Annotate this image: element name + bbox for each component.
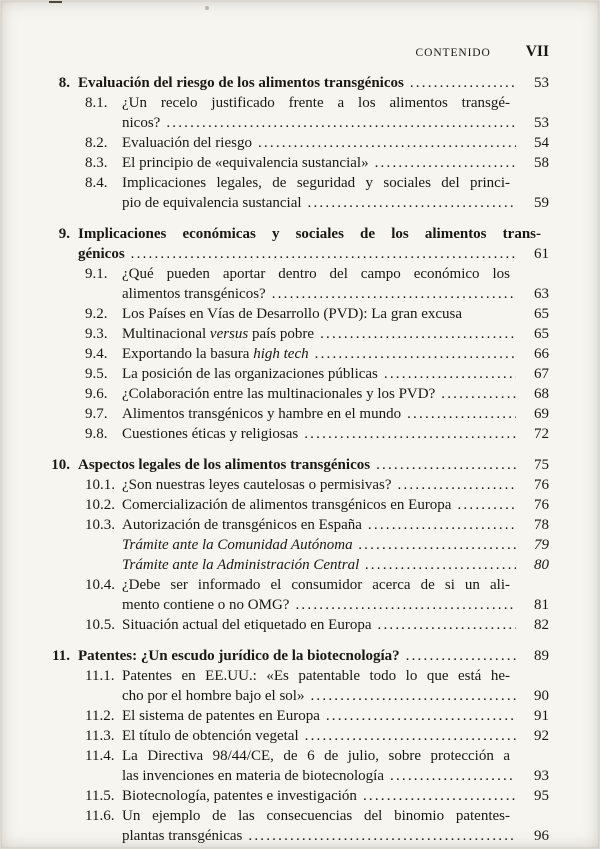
toc-entry-page: 58 <box>534 155 549 171</box>
toc-row-cont <box>48 193 549 213</box>
toc-text-segment: las invenciones en materia de biotecnología <box>122 768 384 784</box>
dot-leader <box>398 475 516 495</box>
scan-artifact <box>205 6 209 10</box>
toc-entry-number: 8.3. <box>85 155 108 171</box>
toc-entry-number: 8.2. <box>85 135 108 151</box>
toc-entry-number: 9.8. <box>85 426 108 442</box>
toc-entry-number: 9. <box>58 226 70 242</box>
toc-row-cont <box>48 113 549 133</box>
dot-leader <box>375 153 516 173</box>
toc-text-segment: Los Países en Vías de Desarrollo (PVD): La gran excusa <box>122 306 463 322</box>
toc-entry-page: 67 <box>534 366 549 382</box>
toc-row-9-1 <box>48 264 549 284</box>
toc-entry-page: 93 <box>534 768 549 784</box>
toc-entry-text <box>122 475 392 495</box>
toc-entry-number: 10. <box>51 457 70 473</box>
toc-entry-page: 65 <box>534 306 549 322</box>
toc-text-segment: versus <box>209 326 249 342</box>
toc-section <box>48 73 549 213</box>
toc-entry-number: 10.3. <box>85 517 115 533</box>
toc-row-10 <box>48 455 549 475</box>
dot-leader <box>390 766 516 786</box>
toc-entry-text <box>122 384 435 404</box>
dot-leader <box>315 344 516 364</box>
toc-text-segment: génicos <box>78 246 125 262</box>
toc-row-cont <box>48 686 549 706</box>
toc-entry-number: 9.4. <box>85 346 108 362</box>
toc-row-9 <box>48 224 549 244</box>
toc-text-segment: Comercialización de alimentos transgénicos en Europa <box>122 497 452 513</box>
dot-leader <box>248 826 516 846</box>
toc-entry-number: 9.7. <box>85 406 108 422</box>
toc-entry-number: 8.1. <box>85 95 108 111</box>
toc-entry-text <box>122 595 289 615</box>
toc-row-8-2 <box>48 133 549 153</box>
toc-text-segment: cho por el hombre bajo el sol» <box>122 688 305 704</box>
toc-entry-text <box>122 193 302 213</box>
toc-text-segment: Evaluación del riesgo <box>122 135 252 151</box>
toc-row-11-3 <box>48 726 549 746</box>
toc-text-segment: El sistema de patentes en Europa <box>122 708 320 724</box>
toc-row-sub-italic <box>48 535 549 555</box>
dot-leader <box>365 555 516 575</box>
toc-row-9-8 <box>48 424 549 444</box>
toc-entry-text <box>122 746 510 766</box>
toc-entry-page: 69 <box>534 406 549 422</box>
toc-entry-text <box>122 615 372 635</box>
dot-leader <box>368 515 516 535</box>
folio-page-number: VII <box>525 43 549 60</box>
toc-text-segment: Trámite ante la Comunidad Autónoma <box>122 537 353 553</box>
toc-text-segment: ¿Debe ser informado el consumidor acerca de si un ali- <box>122 577 510 593</box>
toc-text-segment: Multinacional <box>122 326 210 342</box>
toc-entry-text <box>78 244 125 264</box>
toc-entry-text <box>122 93 510 113</box>
dot-leader <box>326 706 516 726</box>
dot-leader <box>363 786 516 806</box>
toc-text-segment: Patentes: ¿Un escudo jurídico de la biotecnología? <box>78 648 400 664</box>
toc-entry-number: 9.1. <box>85 266 108 282</box>
toc-entry-page: 61 <box>534 246 549 262</box>
toc-entry-page: 76 <box>534 477 549 493</box>
dot-leader <box>378 615 517 635</box>
toc-row-8-3 <box>48 153 549 173</box>
toc-entry-page: 59 <box>534 195 549 211</box>
toc-entry-number: 8. <box>58 75 70 91</box>
toc-text-segment: ¿Qué pueden aportar dentro del campo económico los <box>122 266 510 282</box>
scan-artifact <box>49 0 62 3</box>
dot-leader <box>384 364 516 384</box>
toc-text-segment: Autorización de transgénicos en España <box>122 517 362 533</box>
toc-text-segment: plantas transgénicas <box>122 828 243 844</box>
toc-entry-page: 92 <box>534 728 549 744</box>
toc-text-segment: ¿Son nuestras leyes cautelosas o permisivas? <box>122 477 392 493</box>
toc-entry-number: 11.2. <box>85 708 115 724</box>
toc-entry-text <box>122 806 510 826</box>
toc-text-segment: Implicaciones legales, de seguridad y sociales del princi- <box>122 175 510 191</box>
toc-entry-page: 89 <box>534 648 549 664</box>
toc-text-segment: pio de equivalencia sustancial <box>122 195 302 211</box>
dot-leader <box>310 686 516 706</box>
toc-entry-text <box>122 495 451 515</box>
page-header <box>48 42 549 63</box>
toc-text-segment: ¿Un recelo justificado frente a los alimentos transgé- <box>122 95 510 111</box>
toc-entry-number: 11.5. <box>85 788 115 804</box>
toc-row-8 <box>48 73 549 93</box>
toc-entry-text <box>122 766 384 786</box>
dot-leader <box>406 646 516 666</box>
toc-entry-text <box>122 786 357 806</box>
toc-entry-text <box>122 706 320 726</box>
toc-text-segment: Cuestiones éticas y religiosas <box>122 426 299 442</box>
toc-text-segment: Evaluación del riesgo de los alimentos transgénicos <box>78 75 404 91</box>
toc-entry-number: 10.4. <box>85 577 115 593</box>
toc-text-segment: alimentos transgénicos? <box>122 286 266 302</box>
toc <box>48 73 549 846</box>
toc-entry-number: 9.6. <box>85 386 108 402</box>
toc-entry-page: 90 <box>534 688 549 704</box>
toc-row-9-7 <box>48 404 549 424</box>
toc-entry-text <box>122 113 160 133</box>
toc-entry-page: 68 <box>534 386 549 402</box>
toc-section <box>48 455 549 635</box>
toc-text-segment: Biotecnología, patentes e investigación <box>122 788 357 804</box>
toc-row-chapter-cont <box>48 244 549 264</box>
toc-entry-text <box>122 264 510 284</box>
toc-entry-text <box>122 424 298 444</box>
toc-row-11-1 <box>48 666 549 686</box>
toc-entry-page: 54 <box>534 135 549 151</box>
toc-entry-text <box>122 153 369 173</box>
toc-entry-text <box>78 455 370 475</box>
toc-row-8-4 <box>48 173 549 193</box>
toc-entry-text <box>122 364 378 384</box>
toc-entry-page: 96 <box>534 828 549 844</box>
toc-entry-text <box>78 73 404 93</box>
toc-row-10-2 <box>48 495 549 515</box>
toc-row-9-2 <box>48 304 549 324</box>
dot-leader <box>407 404 516 424</box>
toc-entry-page: 72 <box>534 426 549 442</box>
dot-leader <box>320 324 516 344</box>
dot-leader <box>376 455 516 475</box>
dot-leader <box>457 495 516 515</box>
toc-entry-number: 11. <box>52 648 70 664</box>
toc-entry-text <box>122 324 314 344</box>
toc-entry-number: 10.2. <box>85 497 115 513</box>
toc-row-cont <box>48 826 549 846</box>
toc-entry-number: 11.6. <box>85 808 115 824</box>
toc-row-9-4 <box>48 344 549 364</box>
toc-entry-page: 78 <box>534 517 549 533</box>
toc-row-cont <box>48 766 549 786</box>
toc-row-10-5 <box>48 615 549 635</box>
toc-row-11-2 <box>48 706 549 726</box>
toc-row-cont <box>48 284 549 304</box>
toc-text-segment: ¿Colaboración entre las multinacionales y los PVD? <box>122 386 436 402</box>
toc-entry-text <box>122 555 359 575</box>
toc-entry-number: 10.1. <box>85 477 115 493</box>
toc-entry-text <box>122 304 462 324</box>
toc-entry-text <box>122 686 304 706</box>
toc-entry-text <box>78 224 541 244</box>
toc-entry-text <box>122 515 362 535</box>
toc-text-segment: mento contiene o no OMG? <box>122 597 290 613</box>
toc-section <box>48 646 549 846</box>
toc-entry-number: 9.2. <box>85 306 108 322</box>
toc-entry-text <box>122 726 299 746</box>
dot-leader <box>295 595 516 615</box>
toc-entry-page: 66 <box>534 346 549 362</box>
toc-entry-text <box>122 404 401 424</box>
running-title: CONTENIDO <box>415 47 491 59</box>
toc-row-9-3 <box>48 324 549 344</box>
toc-row-10-4 <box>48 575 549 595</box>
toc-text-segment: Aspectos legales de los alimentos transgénicos <box>78 457 371 473</box>
toc-entry-number: 10.5. <box>85 617 115 633</box>
toc-text-segment: nicos? <box>122 115 161 131</box>
toc-entry-page: 76 <box>534 497 549 513</box>
toc-entry-number: 11.3. <box>85 728 115 744</box>
toc-entry-page: 53 <box>534 75 549 91</box>
dot-leader <box>304 424 516 444</box>
toc-text-segment: El título de obtención vegetal <box>122 728 299 744</box>
toc-row-10-3 <box>48 515 549 535</box>
toc-text-segment: Exportando la basura <box>122 346 254 362</box>
dot-leader <box>166 113 516 133</box>
dot-leader <box>272 284 516 304</box>
toc-entry-number: 9.3. <box>85 326 108 342</box>
toc-entry-page: 53 <box>534 115 549 131</box>
toc-text-segment: El principio de «equivalencia sustancial» <box>122 155 369 171</box>
toc-text-segment: high tech <box>253 346 309 362</box>
toc-text-segment: Implicaciones económicas y sociales de los alimentos trans- <box>78 226 541 242</box>
toc-entry-page: 95 <box>534 788 549 804</box>
dot-leader <box>308 193 516 213</box>
dot-leader <box>359 535 516 555</box>
toc-entry-page: 79 <box>534 537 549 553</box>
toc-entry-page: 63 <box>534 286 549 302</box>
toc-text-segment: Situación actual del etiquetado en Europa <box>122 617 372 633</box>
toc-row-sub-italic <box>48 555 549 575</box>
toc-entry-text <box>122 173 510 193</box>
toc-entry-text <box>122 133 252 153</box>
toc-entry-text <box>122 575 510 595</box>
dot-leader <box>131 244 516 264</box>
dot-leader <box>258 133 516 153</box>
toc-row-8-1 <box>48 93 549 113</box>
toc-entry-number: 8.4. <box>85 175 108 191</box>
toc-entry-page: 75 <box>534 457 549 473</box>
toc-entry-page: 81 <box>534 597 549 613</box>
toc-entry-page: 65 <box>534 326 549 342</box>
toc-entry-text <box>122 284 266 304</box>
dot-leader <box>305 726 516 746</box>
toc-row-9-5 <box>48 364 549 384</box>
toc-text-segment: Un ejemplo de las consecuencias del binomio patentes- <box>122 808 510 824</box>
toc-text-segment: La Directiva 98/44/CE, de 6 de julio, sobre protección a <box>122 748 510 764</box>
toc-text-segment: Alimentos transgénicos y hambre en el mundo <box>122 406 402 422</box>
toc-entry-text <box>78 646 400 666</box>
toc-section <box>48 224 549 444</box>
toc-text-segment: La posición de las organizaciones públicas <box>122 366 378 382</box>
toc-row-10-1 <box>48 475 549 495</box>
toc-text-segment: Trámite ante la Administración Central <box>122 557 360 573</box>
toc-entry-page: 82 <box>534 617 549 633</box>
toc-text-segment: país pobre <box>248 326 315 342</box>
toc-entry-number: 9.5. <box>85 366 108 382</box>
toc-row-9-6 <box>48 384 549 404</box>
toc-entry-page: 91 <box>534 708 549 724</box>
toc-entry-number: 11.4. <box>85 748 115 764</box>
toc-row-cont <box>48 595 549 615</box>
dot-leader <box>410 73 516 93</box>
toc-row-11 <box>48 646 549 666</box>
toc-entry-text <box>122 826 242 846</box>
toc-entry-text <box>122 344 309 364</box>
toc-entry-number: 11.1. <box>85 668 115 684</box>
toc-text-segment: Patentes en EE.UU.: «Es patentable todo lo que está he- <box>122 668 510 684</box>
toc-entry-page: 80 <box>534 557 549 573</box>
toc-row-11-6 <box>48 806 549 826</box>
toc-row-11-4 <box>48 746 549 766</box>
toc-entry-text <box>122 666 510 686</box>
dot-leader <box>441 384 516 404</box>
toc-row-11-5 <box>48 786 549 806</box>
toc-entry-text <box>122 535 353 555</box>
